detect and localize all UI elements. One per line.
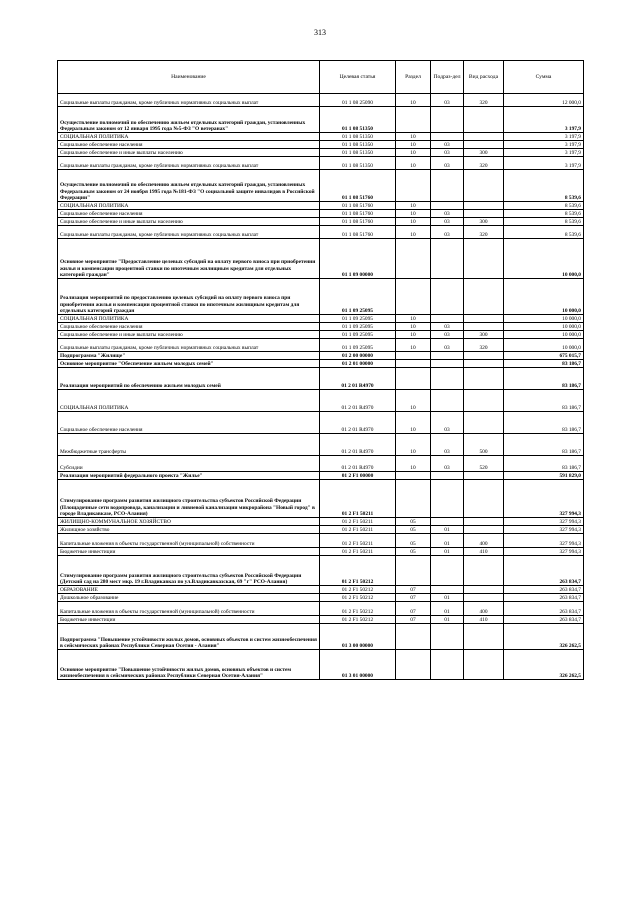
cell-sum: 83 186,7 bbox=[504, 368, 584, 390]
cell-target-code: 01 1 08 51760 bbox=[320, 226, 396, 239]
cell-section: 05 bbox=[396, 534, 431, 548]
cell-name: Межбюджетные трансферты bbox=[58, 434, 320, 456]
cell-sum: 263 834,7 bbox=[504, 586, 584, 594]
cell-target-code: 01 2 F1 50212 bbox=[320, 602, 396, 616]
cell-name: Социальное обеспечение населения bbox=[58, 141, 320, 149]
cell-section bbox=[396, 368, 431, 390]
cell-section: 10 bbox=[396, 149, 431, 157]
cell-name: Осуществление полномочий по обеспечению жильем отдельных категорий граждан, установленных Федеральным законом от 24 ноября 1995 года №181-ФЗ "О социальной защите инвалидов в Российской Федерации" bbox=[58, 170, 320, 202]
cell-sum: 263 834,7 bbox=[504, 602, 584, 616]
cell-expense-type bbox=[464, 210, 504, 218]
cell-name: ЖИЛИЩНО-КОММУНАЛЬНОЕ ХОЗЯЙСТВО bbox=[58, 518, 320, 526]
cell-target-code: 01 1 08 51760 bbox=[320, 210, 396, 218]
cell-name: Социальное обеспечение населения bbox=[58, 323, 320, 331]
cell-section: 10 bbox=[396, 157, 431, 170]
table-row bbox=[58, 170, 584, 202]
cell-section: 10 bbox=[396, 339, 431, 352]
cell-expense-type: 320 bbox=[464, 157, 504, 170]
cell-expense-type bbox=[464, 107, 504, 133]
cell-target-code: 01 2 01 R4970 bbox=[320, 390, 396, 412]
cell-subsection: 01 bbox=[431, 616, 464, 624]
cell-expense-type bbox=[464, 586, 504, 594]
cell-section: 10 bbox=[396, 94, 431, 107]
cell-name: Бюджетные инвестиции bbox=[58, 616, 320, 624]
cell-subsection: 03 bbox=[431, 434, 464, 456]
cell-expense-type bbox=[464, 170, 504, 202]
table-row bbox=[58, 412, 584, 434]
table-row bbox=[58, 602, 584, 616]
table-row bbox=[58, 210, 584, 218]
table-row bbox=[58, 594, 584, 602]
cell-section: 07 bbox=[396, 586, 431, 594]
cell-target-code: 01 1 08 51760 bbox=[320, 170, 396, 202]
cell-sum: 12 000,0 bbox=[504, 94, 584, 107]
cell-sum: 327 994,3 bbox=[504, 518, 584, 526]
cell-expense-type: 520 bbox=[464, 456, 504, 472]
cell-sum: 10 000,0 bbox=[504, 239, 584, 279]
cell-subsection: 01 bbox=[431, 602, 464, 616]
cell-sum: 10 000,0 bbox=[504, 279, 584, 315]
cell-subsection bbox=[431, 279, 464, 315]
cell-expense-type bbox=[464, 315, 504, 323]
cell-subsection bbox=[431, 315, 464, 323]
cell-section: 10 bbox=[396, 331, 431, 339]
cell-target-code: 01 1 08 51760 bbox=[320, 202, 396, 210]
cell-expense-type: 410 bbox=[464, 548, 504, 556]
header-code: Целевая статья bbox=[320, 61, 396, 94]
cell-target-code: 01 2 F1 50211 bbox=[320, 518, 396, 526]
cell-expense-type bbox=[464, 202, 504, 210]
cell-subsection bbox=[431, 202, 464, 210]
cell-sum: 10 000,0 bbox=[504, 339, 584, 352]
cell-section bbox=[396, 279, 431, 315]
cell-section: 10 bbox=[396, 323, 431, 331]
table-row bbox=[58, 650, 584, 680]
cell-sum: 83 186,7 bbox=[504, 390, 584, 412]
table-row bbox=[58, 616, 584, 624]
cell-subsection bbox=[431, 368, 464, 390]
cell-sum: 326 262,5 bbox=[504, 650, 584, 680]
cell-name: Социальные выплаты гражданам, кроме публичных нормативных социальных выплат bbox=[58, 157, 320, 170]
cell-section bbox=[396, 472, 431, 480]
budget-table bbox=[57, 60, 584, 680]
cell-target-code: 01 2 01 R4970 bbox=[320, 412, 396, 434]
cell-target-code: 01 1 09 25095 bbox=[320, 279, 396, 315]
table-row bbox=[58, 360, 584, 368]
header-sum: Сумма bbox=[504, 61, 584, 94]
table-row bbox=[58, 149, 584, 157]
header-name: Наименование bbox=[58, 61, 320, 94]
cell-target-code: 01 3 01 00000 bbox=[320, 650, 396, 680]
cell-name: ОБРАЗОВАНИЕ bbox=[58, 586, 320, 594]
cell-subsection: 01 bbox=[431, 526, 464, 534]
cell-name: СОЦИАЛЬНАЯ ПОЛИТИКА bbox=[58, 390, 320, 412]
cell-name: Социальные выплаты гражданам, кроме публичных нормативных социальных выплат bbox=[58, 226, 320, 239]
cell-name: Основное мероприятие "Предоставление целевых субсидий на оплату первого взноса при приобретении жилья и компенсации процентной ставки по ипотечным жилищным кредитам для отдельных категорий граждан" bbox=[58, 239, 320, 279]
table-body bbox=[58, 94, 584, 680]
cell-expense-type bbox=[464, 480, 504, 518]
table-row bbox=[58, 133, 584, 141]
cell-subsection: 03 bbox=[431, 141, 464, 149]
cell-expense-type bbox=[464, 141, 504, 149]
cell-sum: 8 539,6 bbox=[504, 218, 584, 226]
cell-section: 10 bbox=[396, 141, 431, 149]
cell-target-code: 01 2 F1 50211 bbox=[320, 534, 396, 548]
cell-name: Основное мероприятие "Повышение устойчивости жилых домов, основных объектов и систем жизнеобеспечения в сейсмических районах Республики Северная Осетия-Алания" bbox=[58, 650, 320, 680]
cell-target-code: 01 1 08 51350 bbox=[320, 107, 396, 133]
cell-target-code: 01 1 09 25095 bbox=[320, 315, 396, 323]
cell-target-code: 01 1 09 25095 bbox=[320, 331, 396, 339]
cell-section bbox=[396, 352, 431, 360]
cell-target-code: 01 1 09 00000 bbox=[320, 239, 396, 279]
cell-name: Реализация мероприятий федерального проекта "Жилье" bbox=[58, 472, 320, 480]
table-row bbox=[58, 518, 584, 526]
table-row bbox=[58, 331, 584, 339]
cell-section bbox=[396, 556, 431, 586]
cell-subsection: 03 bbox=[431, 210, 464, 218]
cell-sum: 3 197,9 bbox=[504, 149, 584, 157]
cell-sum: 327 994,3 bbox=[504, 526, 584, 534]
cell-subsection bbox=[431, 390, 464, 412]
cell-subsection: 03 bbox=[431, 339, 464, 352]
cell-expense-type bbox=[464, 526, 504, 534]
cell-section bbox=[396, 480, 431, 518]
cell-sum: 3 197,9 bbox=[504, 133, 584, 141]
cell-name: Жилищное хозяйство bbox=[58, 526, 320, 534]
cell-section: 10 bbox=[396, 390, 431, 412]
cell-name: Субсидии bbox=[58, 456, 320, 472]
table-row bbox=[58, 323, 584, 331]
cell-expense-type: 410 bbox=[464, 616, 504, 624]
cell-target-code: 01 2 F1 50212 bbox=[320, 616, 396, 624]
table-row bbox=[58, 107, 584, 133]
cell-expense-type: 300 bbox=[464, 218, 504, 226]
cell-subsection bbox=[431, 107, 464, 133]
cell-expense-type bbox=[464, 368, 504, 390]
cell-subsection bbox=[431, 624, 464, 650]
cell-sum: 8 539,6 bbox=[504, 170, 584, 202]
cell-subsection bbox=[431, 472, 464, 480]
table-row bbox=[58, 202, 584, 210]
cell-subsection: 03 bbox=[431, 149, 464, 157]
cell-subsection: 01 bbox=[431, 534, 464, 548]
table-row bbox=[58, 141, 584, 149]
table-row bbox=[58, 368, 584, 390]
cell-expense-type: 320 bbox=[464, 94, 504, 107]
cell-expense-type: 400 bbox=[464, 534, 504, 548]
cell-subsection bbox=[431, 352, 464, 360]
cell-section: 05 bbox=[396, 518, 431, 526]
cell-target-code: 01 1 08 51350 bbox=[320, 133, 396, 141]
cell-name: Стимулирование программ развития жилищного строительства субъектов Российской Федерации (Площадочные сети водопровода, канализации и ливневой канализации микрорайона "Новый город" в городе Владикавказе, РСО-Алания) bbox=[58, 480, 320, 518]
cell-sum: 8 539,6 bbox=[504, 226, 584, 239]
cell-sum: 83 186,7 bbox=[504, 412, 584, 434]
cell-section bbox=[396, 360, 431, 368]
cell-target-code: 01 2 01 R4970 bbox=[320, 456, 396, 472]
cell-section: 10 bbox=[396, 456, 431, 472]
table-row bbox=[58, 586, 584, 594]
cell-subsection bbox=[431, 170, 464, 202]
cell-target-code: 01 2 F1 50212 bbox=[320, 556, 396, 586]
table-row bbox=[58, 226, 584, 239]
cell-name: Социальное обеспечение и иные выплаты населению bbox=[58, 218, 320, 226]
cell-name: Социальные выплаты гражданам, кроме публичных нормативных социальных выплат bbox=[58, 339, 320, 352]
cell-name: Подпрограмма "Повышение устойчивости жилых домов, основных объектов и систем жизнеобеспечения в сейсмических районах Республики Северная Осетия - Алания" bbox=[58, 624, 320, 650]
cell-expense-type: 300 bbox=[464, 149, 504, 157]
cell-section: 07 bbox=[396, 594, 431, 602]
cell-name: Подпрограмма "Жилище" bbox=[58, 352, 320, 360]
cell-subsection bbox=[431, 586, 464, 594]
cell-name: Основное мероприятие "Обеспечение жильем молодых семей" bbox=[58, 360, 320, 368]
cell-expense-type: 320 bbox=[464, 339, 504, 352]
cell-expense-type bbox=[464, 556, 504, 586]
cell-section bbox=[396, 624, 431, 650]
cell-sum: 83 186,7 bbox=[504, 360, 584, 368]
table-row bbox=[58, 390, 584, 412]
cell-expense-type bbox=[464, 239, 504, 279]
cell-name: Социальное обеспечение населения bbox=[58, 210, 320, 218]
table-row bbox=[58, 315, 584, 323]
table-row bbox=[58, 472, 584, 480]
cell-target-code: 01 1 08 51760 bbox=[320, 218, 396, 226]
cell-section: 10 bbox=[396, 434, 431, 456]
cell-sum: 263 834,7 bbox=[504, 556, 584, 586]
cell-target-code: 01 2 F1 50212 bbox=[320, 594, 396, 602]
cell-subsection bbox=[431, 239, 464, 279]
cell-expense-type bbox=[464, 352, 504, 360]
cell-expense-type: 320 bbox=[464, 226, 504, 239]
cell-expense-type bbox=[464, 472, 504, 480]
cell-expense-type bbox=[464, 594, 504, 602]
cell-target-code: 01 1 08 25090 bbox=[320, 94, 396, 107]
cell-name: Социальные выплаты гражданам, кроме публичных нормативных социальных выплат bbox=[58, 94, 320, 107]
cell-target-code: 01 2 F1 00000 bbox=[320, 472, 396, 480]
table-row bbox=[58, 279, 584, 315]
cell-sum: 327 994,3 bbox=[504, 548, 584, 556]
cell-subsection: 03 bbox=[431, 456, 464, 472]
cell-subsection: 01 bbox=[431, 548, 464, 556]
cell-subsection bbox=[431, 556, 464, 586]
cell-subsection: 03 bbox=[431, 323, 464, 331]
cell-target-code: 01 2 F1 50212 bbox=[320, 586, 396, 594]
cell-name: СОЦИАЛЬНАЯ ПОЛИТИКА bbox=[58, 315, 320, 323]
cell-target-code: 01 2 F1 50211 bbox=[320, 548, 396, 556]
cell-sum: 263 834,7 bbox=[504, 616, 584, 624]
cell-name: СОЦИАЛЬНАЯ ПОЛИТИКА bbox=[58, 133, 320, 141]
table-row bbox=[58, 218, 584, 226]
cell-subsection: 03 bbox=[431, 94, 464, 107]
cell-name: Реализация мероприятий по обеспечению жильем молодых семей bbox=[58, 368, 320, 390]
cell-sum: 83 186,7 bbox=[504, 434, 584, 456]
table-row bbox=[58, 239, 584, 279]
cell-subsection: 03 bbox=[431, 157, 464, 170]
cell-subsection bbox=[431, 360, 464, 368]
cell-section: 07 bbox=[396, 616, 431, 624]
cell-subsection bbox=[431, 650, 464, 680]
cell-target-code: 01 2 01 R4970 bbox=[320, 434, 396, 456]
cell-expense-type bbox=[464, 279, 504, 315]
cell-sum: 3 197,9 bbox=[504, 141, 584, 149]
cell-target-code: 01 1 09 25095 bbox=[320, 323, 396, 331]
table-row bbox=[58, 480, 584, 518]
cell-sum: 327 994,3 bbox=[504, 480, 584, 518]
cell-expense-type bbox=[464, 412, 504, 434]
cell-section: 05 bbox=[396, 548, 431, 556]
table-row bbox=[58, 339, 584, 352]
cell-name: Реализация мероприятий по предоставлению целевых субсидий на оплату первого взноса при приобретении жилья и компенсации процентной ставки по ипотечным жилищным кредитам для отдельных категорий граждан bbox=[58, 279, 320, 315]
table-row bbox=[58, 434, 584, 456]
cell-section: 10 bbox=[396, 202, 431, 210]
cell-target-code: 01 1 08 51350 bbox=[320, 149, 396, 157]
cell-expense-type bbox=[464, 323, 504, 331]
cell-sum: 10 000,0 bbox=[504, 315, 584, 323]
table-header-row bbox=[58, 61, 584, 94]
cell-section: 10 bbox=[396, 315, 431, 323]
cell-name: Дошкольное образование bbox=[58, 594, 320, 602]
cell-name: Бюджетные инвестиции bbox=[58, 548, 320, 556]
cell-subsection bbox=[431, 518, 464, 526]
cell-sum: 3 197,9 bbox=[504, 107, 584, 133]
cell-sum: 263 834,7 bbox=[504, 594, 584, 602]
table-row bbox=[58, 548, 584, 556]
cell-target-code: 01 2 01 00000 bbox=[320, 360, 396, 368]
cell-expense-type bbox=[464, 624, 504, 650]
cell-section: 10 bbox=[396, 133, 431, 141]
cell-subsection: 03 bbox=[431, 226, 464, 239]
cell-section bbox=[396, 650, 431, 680]
cell-section bbox=[396, 239, 431, 279]
cell-sum: 8 539,6 bbox=[504, 210, 584, 218]
header-type: Вид расхода bbox=[464, 61, 504, 94]
table-row bbox=[58, 456, 584, 472]
cell-expense-type bbox=[464, 133, 504, 141]
page-number: 313 bbox=[314, 28, 326, 37]
cell-target-code: 01 2 01 R4970 bbox=[320, 368, 396, 390]
cell-target-code: 01 3 00 00000 bbox=[320, 624, 396, 650]
table-row bbox=[58, 157, 584, 170]
table-row bbox=[58, 534, 584, 548]
header-subsection: Подраз-дел bbox=[431, 61, 464, 94]
table-row bbox=[58, 352, 584, 360]
cell-target-code: 01 1 09 25095 bbox=[320, 339, 396, 352]
cell-sum: 3 197,9 bbox=[504, 157, 584, 170]
cell-target-code: 01 2 F1 50211 bbox=[320, 526, 396, 534]
cell-sum: 8 539,6 bbox=[504, 202, 584, 210]
cell-target-code: 01 1 08 51350 bbox=[320, 157, 396, 170]
cell-sum: 83 186,7 bbox=[504, 456, 584, 472]
cell-sum: 326 262,5 bbox=[504, 624, 584, 650]
table-row bbox=[58, 556, 584, 586]
table-row bbox=[58, 624, 584, 650]
cell-subsection bbox=[431, 133, 464, 141]
cell-name: СОЦИАЛЬНАЯ ПОЛИТИКА bbox=[58, 202, 320, 210]
cell-section: 10 bbox=[396, 210, 431, 218]
cell-sum: 327 994,3 bbox=[504, 534, 584, 548]
cell-expense-type bbox=[464, 360, 504, 368]
cell-subsection: 03 bbox=[431, 218, 464, 226]
cell-subsection: 03 bbox=[431, 412, 464, 434]
cell-target-code: 01 1 08 51350 bbox=[320, 141, 396, 149]
cell-expense-type: 300 bbox=[464, 331, 504, 339]
cell-subsection bbox=[431, 480, 464, 518]
cell-sum: 10 000,0 bbox=[504, 323, 584, 331]
cell-expense-type bbox=[464, 518, 504, 526]
table-row bbox=[58, 526, 584, 534]
cell-section bbox=[396, 107, 431, 133]
cell-name: Социальное обеспечение и иные выплаты населению bbox=[58, 149, 320, 157]
cell-target-code: 01 2 F1 50211 bbox=[320, 480, 396, 518]
cell-expense-type bbox=[464, 390, 504, 412]
cell-expense-type bbox=[464, 650, 504, 680]
cell-name: Социальное обеспечение населения bbox=[58, 412, 320, 434]
cell-expense-type: 400 bbox=[464, 602, 504, 616]
cell-section: 10 bbox=[396, 412, 431, 434]
cell-sum: 591 829,0 bbox=[504, 472, 584, 480]
cell-subsection: 03 bbox=[431, 331, 464, 339]
cell-section: 05 bbox=[396, 526, 431, 534]
cell-section: 07 bbox=[396, 602, 431, 616]
cell-target-code: 01 2 00 00000 bbox=[320, 352, 396, 360]
cell-name: Осуществление полномочий по обеспечению жильем отдельных категорий граждан, установленных Федеральным законом от 12 января 1995 года №5-ФЗ "О ветеранах" bbox=[58, 107, 320, 133]
cell-name: Капитальные вложения в объекты государственной (муниципальной) собственности bbox=[58, 602, 320, 616]
cell-section: 10 bbox=[396, 226, 431, 239]
header-section: Раздел bbox=[396, 61, 431, 94]
cell-sum: 10 000,0 bbox=[504, 331, 584, 339]
cell-name: Капитальные вложения в объекты государственной (муниципальной) собственности bbox=[58, 534, 320, 548]
cell-section bbox=[396, 170, 431, 202]
cell-name: Социальное обеспечение и иные выплаты населению bbox=[58, 331, 320, 339]
cell-name: Стимулирование программ развития жилищного строительства субъектов Российской Федерации (Детский сад на 280 мест мкр. 19 г.Владикавказ по ул.Владикавказская, 69 "г" РСО-Алания) bbox=[58, 556, 320, 586]
cell-sum: 675 015,7 bbox=[504, 352, 584, 360]
cell-expense-type: 500 bbox=[464, 434, 504, 456]
cell-subsection: 01 bbox=[431, 594, 464, 602]
table-row bbox=[58, 94, 584, 107]
cell-section: 10 bbox=[396, 218, 431, 226]
